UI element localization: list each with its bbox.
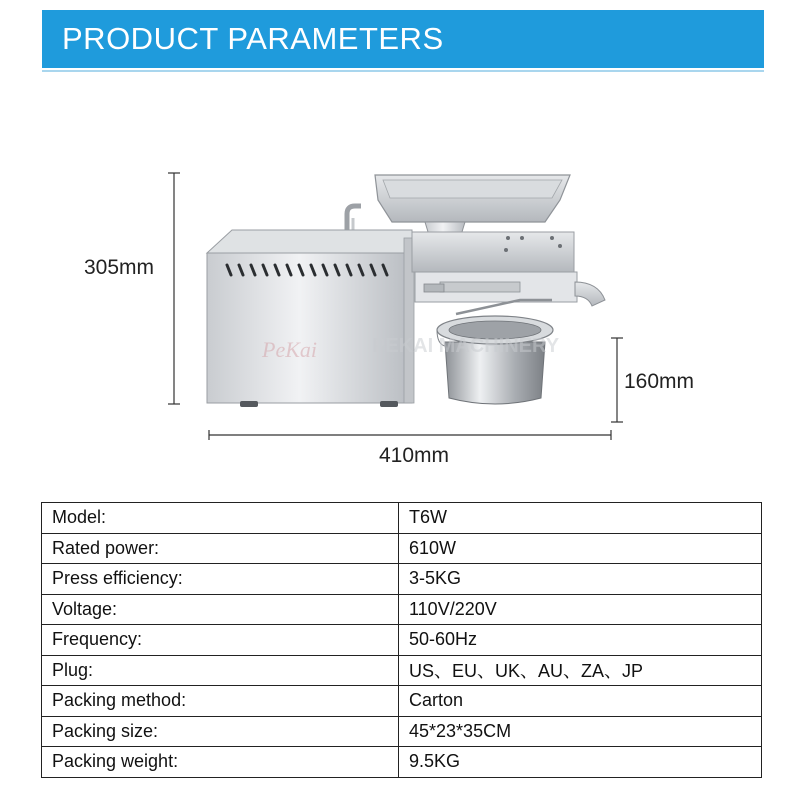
spec-row bbox=[42, 533, 762, 564]
spec-label: Frequency: bbox=[42, 625, 399, 656]
spec-label: Rated power: bbox=[42, 533, 399, 564]
spec-label: Model: bbox=[42, 503, 399, 534]
cup-height-label: 160mm bbox=[624, 370, 695, 393]
specs-table bbox=[41, 502, 762, 778]
spec-value: T6W bbox=[399, 503, 762, 534]
spec-row bbox=[42, 686, 762, 717]
spec-row bbox=[42, 564, 762, 595]
spec-value: 50-60Hz bbox=[399, 625, 762, 656]
watermark-logo: PeKai bbox=[262, 337, 317, 362]
page-title: PRODUCT PARAMETERS bbox=[62, 21, 444, 56]
spec-value: Carton bbox=[399, 686, 762, 717]
width-label: 410mm bbox=[379, 444, 450, 467]
width-dimension-line bbox=[209, 430, 611, 440]
spec-label: Packing size: bbox=[42, 716, 399, 747]
spec-label: Press efficiency: bbox=[42, 564, 399, 595]
spec-row bbox=[42, 503, 762, 534]
banner-underline bbox=[42, 70, 764, 72]
height-dimension-line bbox=[168, 173, 180, 404]
press-head bbox=[412, 232, 605, 314]
spec-value: 45*23*35CM bbox=[399, 716, 762, 747]
spec-value: 610W bbox=[399, 533, 762, 564]
spec-label: Packing method: bbox=[42, 686, 399, 717]
title-banner bbox=[42, 10, 764, 68]
spec-label: Plug: bbox=[42, 655, 399, 686]
spec-row bbox=[42, 594, 762, 625]
product-figure bbox=[0, 160, 800, 480]
spec-row bbox=[42, 747, 762, 778]
cup-height-dimension-line bbox=[611, 338, 623, 422]
spec-row bbox=[42, 716, 762, 747]
spec-row bbox=[42, 625, 762, 656]
spec-row bbox=[42, 655, 762, 686]
oil-cup bbox=[437, 316, 553, 404]
machine-body bbox=[207, 230, 414, 407]
watermark-company: PEKAI MACHINERY bbox=[372, 335, 560, 357]
spec-value: US、EU、UK、AU、ZA、JP bbox=[399, 655, 762, 686]
spec-label: Voltage: bbox=[42, 594, 399, 625]
spec-label: Packing weight: bbox=[42, 747, 399, 778]
height-label: 305mm bbox=[84, 256, 155, 279]
spec-value: 3-5KG bbox=[399, 564, 762, 595]
spec-value: 110V/220V bbox=[399, 594, 762, 625]
spec-value: 9.5KG bbox=[399, 747, 762, 778]
